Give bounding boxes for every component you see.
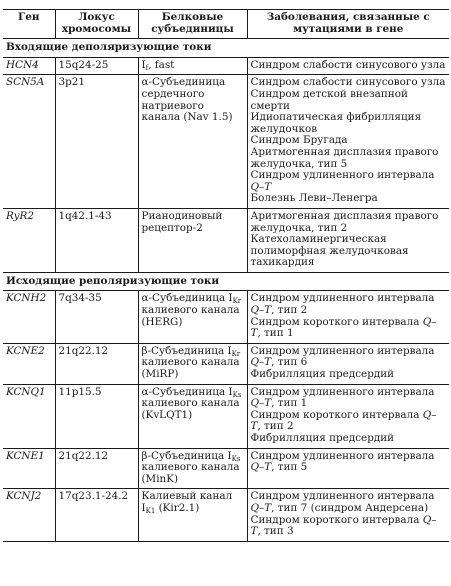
locus-cell: 11p15.5 [55,384,138,448]
protein-subscript: K1 [145,506,156,515]
disease-item: Синдром слабости синусового узла [250,76,446,89]
gene-cell: KCNE1 [3,448,55,489]
gene-mutation-table [3,9,449,542]
section-row [3,272,449,291]
protein-main: Калиевый канал I [141,490,233,514]
disease-item: Синдром удлиненного интервала Q–T, тип 5 [250,449,435,474]
protein-rest: калиевого канала (KvLQT1) [141,397,240,421]
protein-cell [138,384,247,448]
protein-rest: калиевого канала (MinK) [141,461,240,485]
table-row [3,384,449,448]
disease-item: Синдром удлиненного интервала Q–T, тип 7 (синдром Андерсена) [250,490,435,514]
protein-subscript: Kr [231,349,241,358]
disease-cell [247,489,449,541]
gene-cell: SCN5A [3,75,55,209]
protein-rest: , fast [148,58,175,71]
table-row [3,208,449,272]
protein-cell [138,208,247,272]
protein-subscript: f [145,63,149,72]
disease-cell [247,57,449,75]
disease-item: Аритмогенная дисплазия правого желудочка, тип 2 [250,209,439,234]
protein-main: Рианодиновый рецептор-2 [141,209,223,234]
table-header-row [3,10,449,39]
protein-main: α-Субъединица сердечного натриевого канала (Nav 1.5) [141,76,233,124]
gene-cell: KCNH2 [3,291,55,343]
table-row [3,343,449,384]
protein-main: β-Субъединица I [141,449,232,462]
protein-rest: калиевого канала (MiRP) [141,356,240,381]
locus-cell: 3p21 [55,75,138,209]
header-disease: Заболевания, связанные с мутациями в гене [247,10,449,39]
section-title: Входящие деполяризующие токи [3,39,449,58]
page-top-edge [0,0,451,8]
disease-cell [247,291,449,343]
locus-cell: 1q42.1-43 [55,208,138,272]
disease-item: Аритмогенная дисплазия правого желудочка, тип 5 [250,145,439,170]
protein-main: α-Субъединица I [141,385,233,398]
protein-rest: (Kir2.1) [155,501,200,514]
disease-item: Идиопатическая фибрилляция желудочков [250,111,422,135]
disease-item: Синдром удлиненного интервала Q–T, тип 6 [250,344,435,369]
disease-item: Синдром детской внезапной смерти [250,87,408,112]
gene-cell: HCN4 [3,57,55,75]
protein-cell [138,448,247,489]
disease-cell [247,384,449,448]
disease-item: Синдром короткого интервала Q–T, тип 3 [250,513,437,538]
disease-cell [247,448,449,489]
protein-cell [138,57,247,75]
header-locus: Локус хромосомы [55,10,138,39]
table-row [3,57,449,75]
disease-item: Синдром удлиненного интервала Q–T, тип 2 [250,292,435,317]
protein-cell [138,75,247,209]
gene-cell: KCNQ1 [3,384,55,448]
protein-cell [138,489,247,541]
section-title: Исходящие реполяризующие токи [3,272,449,291]
protein-main: I [141,58,146,71]
disease-item: Синдром короткого интервала Q–T, тип 2 [250,408,437,433]
disease-cell [247,75,449,209]
locus-cell: 17q23.1-24.2 [55,489,138,541]
locus-cell: 21q22.12 [55,343,138,384]
protein-cell [138,343,247,384]
section-row [3,39,449,58]
table-row [3,75,449,209]
table-row [3,489,449,541]
protein-main: β-Субъединица I [141,344,232,357]
disease-item: Катехоламинергическая полиморфная желудочковая тахикардия [250,233,409,269]
header-gene: Ген [3,10,55,39]
protein-subscript: Ks [231,454,241,463]
table-row [3,448,449,489]
disease-item: Синдром удлиненного интервала Q–T, тип 1 [250,385,435,410]
protein-cell [138,291,247,343]
protein-subscript: Ks [232,390,242,399]
protein-subscript: Kr [232,297,242,306]
gene-cell: RyR2 [3,208,55,272]
protein-main: α-Субъединица I [141,292,233,305]
disease-item: Фибрилляция предсердий [250,432,395,444]
disease-item: Болезнь Леви–Ленегра [250,192,378,205]
gene-cell: KCNE2 [3,343,55,384]
disease-item: Фибрилляция предсердий [250,368,395,381]
disease-cell [247,343,449,384]
disease-cell [247,208,449,272]
locus-cell: 21q22.12 [55,448,138,489]
locus-cell: 7q34-35 [55,291,138,343]
disease-item: Синдром слабости синусового узла [250,58,446,71]
header-protein: Белковые субъединицы [138,10,247,39]
disease-item: Синдром Бругада [250,134,348,147]
table-body [3,39,449,542]
locus-cell: 15q24-25 [55,57,138,75]
gene-cell: KCNJ2 [3,489,55,541]
disease-item: Синдром удлиненного интервала Q–T [250,169,435,193]
protein-rest: калиевого канала (HERG) [141,304,240,328]
table-row [3,291,449,343]
disease-item: Синдром короткого интервала Q–T, тип 1 [250,315,437,340]
